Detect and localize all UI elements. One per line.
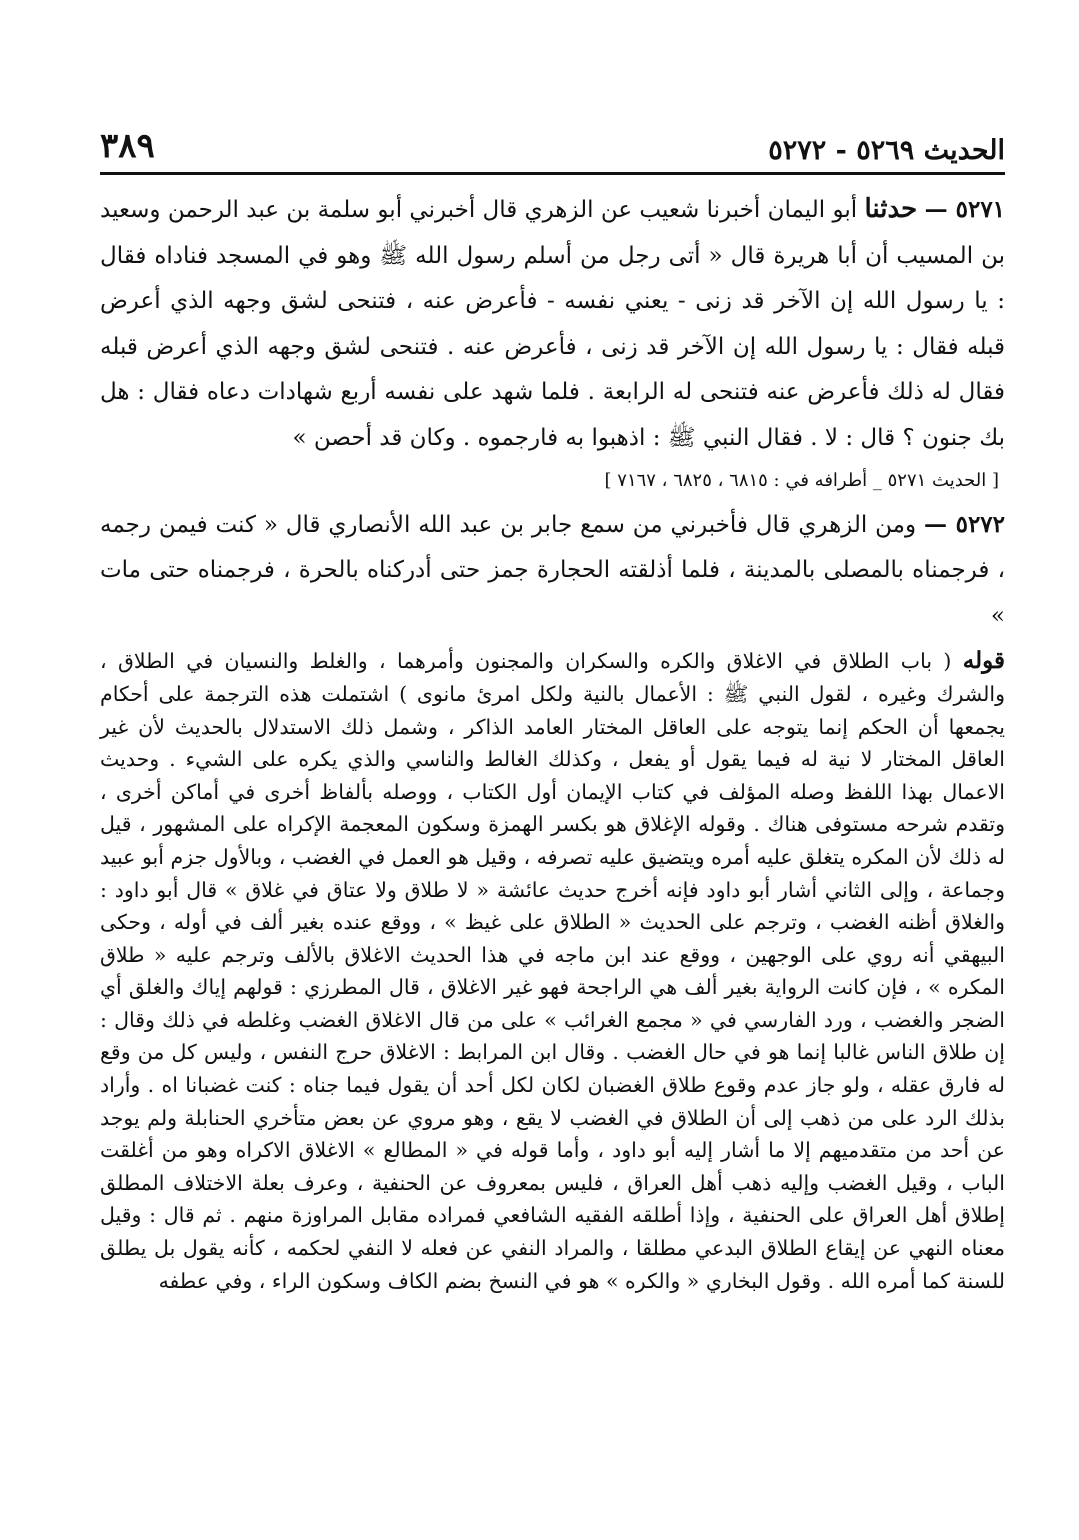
commentary-text: ( باب الطلاق في الاغلاق والكره والسكران والمجنون وأمرهما ، والغلط والنسيان في الطلاق ، والشرك وغيره ، لقول النبي ﷺ : الأعمال بالنية ولكل امرئ مانوى ) اشتملت هذه الترجمة على أحكام يجمعها أن الحكم إنما يتوجه على العاقل المختار العامد الذاكر ، وشمل ذلك الاستدلال بالحديث لأن غير العاقل المختار لا نية له فيما يقول أو يفعل ، وكذلك الغالط والناسي والذي يكره على الشيء . وحديث الاعمال بهذا اللفظ وصله المؤلف في كتاب الإيمان أول الكتاب ، ووصله بألفاظ أخرى في أماكن أخرى ، وتقدم شرحه مستوفى هناك . وقوله الإغلاق هو بكسر الهمزة وسكون المعجمة الإكراه على المشهور ، قيل له ذلك لأن المكره يتغلق عليه أمره ويتضيق عليه تصرفه ، وقيل هو العمل في الغضب ، وبالأول جزم أبو عبيد وجماعة ، وإلى الثاني أشار أبو داود فإنه أخرج حديث عائشة « لا طلاق ولا عتاق في غلاق » قال أبو داود : والغلاق أظنه الغضب ، وترجم على الحديث « الطلاق على غيظ » ، ووقع عنده بغير ألف في أوله ، وحكى البيهقي أنه روي على الوجهين ، ووقع عند ابن ماجه في هذا الحديث الاغلاق بالألف وترجم عليه « طلاق المكره » ، فإن كانت الرواية بغير ألف هي الراجحة فهو غير الاغلاق ، قال المطرزي : قولهم إياك والغلق أي الضجر والغضب ، ورد الفارسي في « مجمع الغرائب » على من قال الاغلاق الغضب وغلطه في ذلك وقال : إن طلاق الناس غالبا إنما هو في حال الغضب . وقال ابن المرابط : الاغلاق حرج النفس ، وليس كل من وقع له فارق عقله ، ولو جاز عدم وقوع طلاق الغضبان لكان لكل أحد أن يقول فيما جناه : كنت غضبانا اه . وأراد بذلك الرد على من ذهب إلى أن الطلاق في الغضب لا يقع ، وهو مروي عن بعض متأخري الحنابلة ولم يوجد عن أحد من متقدميهم إلا ما أشار إليه أبو داود ، وأما قوله في « المطالع » الاغلاق الاكراه وهو من أغلقت الباب ، وقيل الغضب وإليه ذهب أهل العراق ، فليس بمعروف عن الحنفية ، وعرف بعلة الاختلاف المطلق إطلاق أهل العراق على الحنفية ، وإذا أطلقه الفقيه الشافعي فمراده مقابل المراوزة منهم . ثم قال : وقيل معناه النهي عن إيقاع الطلاق البدعي مطلقا ، والمراد النفي عن فعله لا النفي لحكمه ، كأنه يقول بل يطلق للسنة كما أمره الله . وقول البخاري « والكره » هو في النسخ بضم الكاف وسكون الراء ، وفي عطفه — [100, 649, 1005, 1293]
hadith-text: أبو اليمان أخبرنا شعيب عن الزهري قال أخبرني أبو سلمة بن عبد الرحمن وسعيد بن المسيب أن أبا هريرة قال « أتى رجل من أسلم رسول الله ﷺ وهو في المسجد فناداه فقال : يا رسول الله إن الآخر قد زنى - يعني نفسه - فأعرض عنه ، فتنحى لشق وجهه الذي أعرض قبله فقال : يا رسول الله إن الآخر قد زنى ، فأعرض عنه . فتنحى لشق وجهه الذي أعرض قبله فقال له ذلك فأعرض عنه فتنحى له الرابعة . فلما شهد على نفسه أربع شهادات دعاه فقال : هل بك جنون ؟ قال : لا . فقال النبي ﷺ : اذهبوا به فارجموه . وكان قد أحصن » — [100, 197, 1005, 451]
hadith-text: ومن الزهري قال فأخبرني من سمع جابر بن عبد الله الأنصاري قال « كنت فيمن رجمه ، فرجمناه بالمصلى بالمدينة ، فلما أذلقته الحجارة جمز حتى أدركناه بالحرة ، فرجمناه حتى مات » — [100, 511, 1005, 629]
page-header — [100, 118, 1005, 175]
hadith-5272 — [100, 502, 1005, 640]
hadith-number: ٥٢٧٢ — — [924, 510, 1006, 538]
page-number: ٣٨٩ — [100, 126, 155, 166]
running-title: الحديث ٥٢٦٩ - ٥٢٧٢ — [768, 135, 1005, 166]
hadith-5271 — [100, 187, 1005, 462]
commentary — [100, 645, 1005, 1297]
hadith-atraf: [ الحديث ٥٢٧١ _ أطرافه في : ٦٨١٥ ، ٦٨٢٥ ، ٧١٦٧ ] — [604, 469, 999, 491]
commentary-lead: قوله — [962, 647, 1005, 675]
hadith-number: ٥٢٧١ — — [924, 196, 1006, 223]
hadith-section — [100, 187, 1005, 639]
document-page — [100, 118, 1005, 1518]
hadith-opener: حدثنا — [864, 194, 918, 224]
